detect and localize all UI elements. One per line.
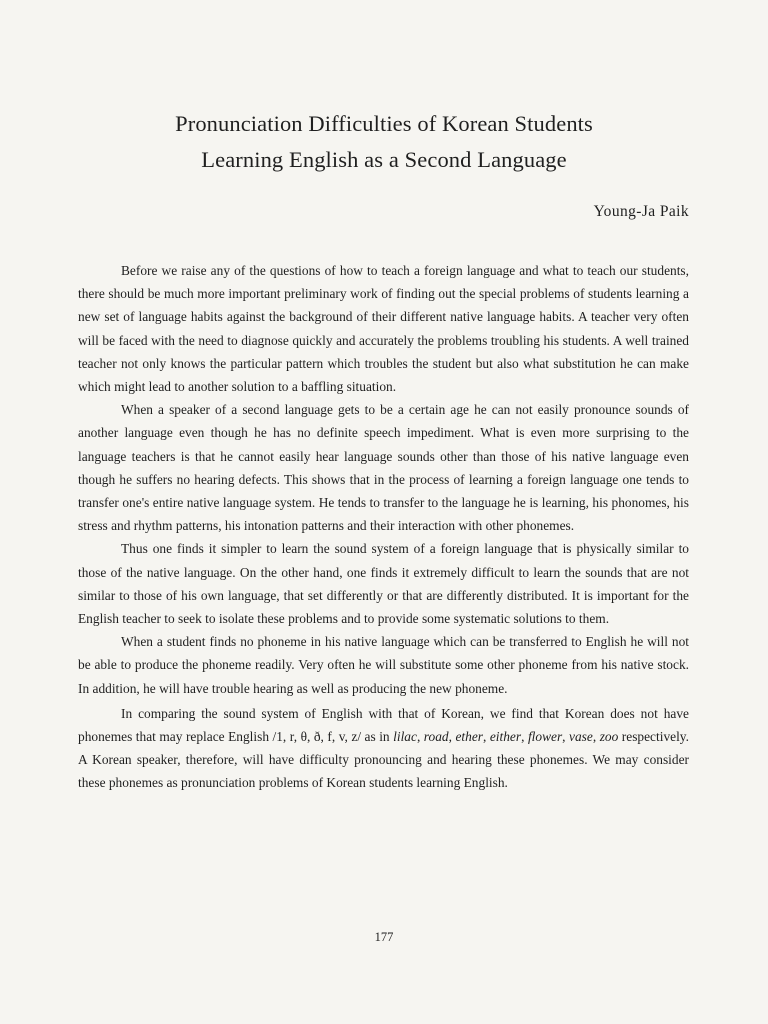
paragraph [78,702,689,795]
paragraph: When a student finds no phoneme in his native language which can be transferred to English he will not be able to produce the phoneme readily. Very often he will substitute some other phoneme from his native stock. In addition, he will have trouble hearing as well as producing the new phoneme. [78,634,689,696]
paragraph-text: respectively. A Korean speaker, therefore, will have difficulty pronouncing and hearing these phonemes. We may consider these phonemes as pronunciation problems of Korean students learning English. [78,729,689,791]
example-word: zoo [599,729,619,745]
paper-title [0,106,768,178]
example-word: vase [569,729,593,745]
separator: , [482,729,490,745]
separator: , [416,729,424,745]
separator: , [562,729,570,745]
author-name: Young-Ja Paik [593,203,689,220]
page-number: 177 [374,930,394,944]
separator: , [521,729,528,745]
example-word: ether [455,729,483,745]
example-word: lilac [393,729,417,745]
example-word: flower [527,729,563,745]
paragraph: Before we raise any of the questions of how to teach a foreign language and what to teach our students, there should be much more important preliminary work of finding out the special problems of students learning a new set of language habits against the background of their different native language habits. A teacher very often will be faced with the need to diagnose quickly and accurately the problems troubling his students. A well trained teacher not only knows the particular pattern which troubles the student but also what substitution he can make which might lead to another solution to a baffling situation. [78,263,689,395]
separator: , [592,729,600,745]
separator: , [448,729,456,745]
body-text [78,259,689,795]
paragraph: When a speaker of a second language gets to be a certain age he can not easily pronounce sounds of another language even though he has no definite speech impediment. What is even more surprising to the language teachers is that he cannot easily hear language sounds other than those of his native language even though he suffers no hearing defects. This shows that in the process of learning a foreign language one tends to transfer one's entire native language system. He tends to transfer to the language he is learning, his phonomes, his stress and rhythm patterns, his intonation patterns and their interaction with other phonemes. [78,402,689,534]
paragraph: Thus one finds it simpler to learn the sound system of a foreign language that is physically similar to those of the native language. On the other hand, one finds it extremely difficult to learn the sounds that are not similar to those of his own language, that set differently or that are differently distributed. It is important for the English teacher to seek to isolate these problems and to provide some systematic solutions to them. [78,541,689,627]
example-word: either [489,729,522,745]
paragraph-text: In comparing the sound system of English with that of Korean, we find that Korean does not have phonemes that may replace English /1, r, θ, ð, f, v, z/ as in [78,705,689,745]
example-word: road [423,729,449,745]
paper-title-line-1: Pronunciation Difficulties of Korean Students [175,111,593,136]
paper-title-line-2: Learning English as a Second Language [201,147,567,172]
